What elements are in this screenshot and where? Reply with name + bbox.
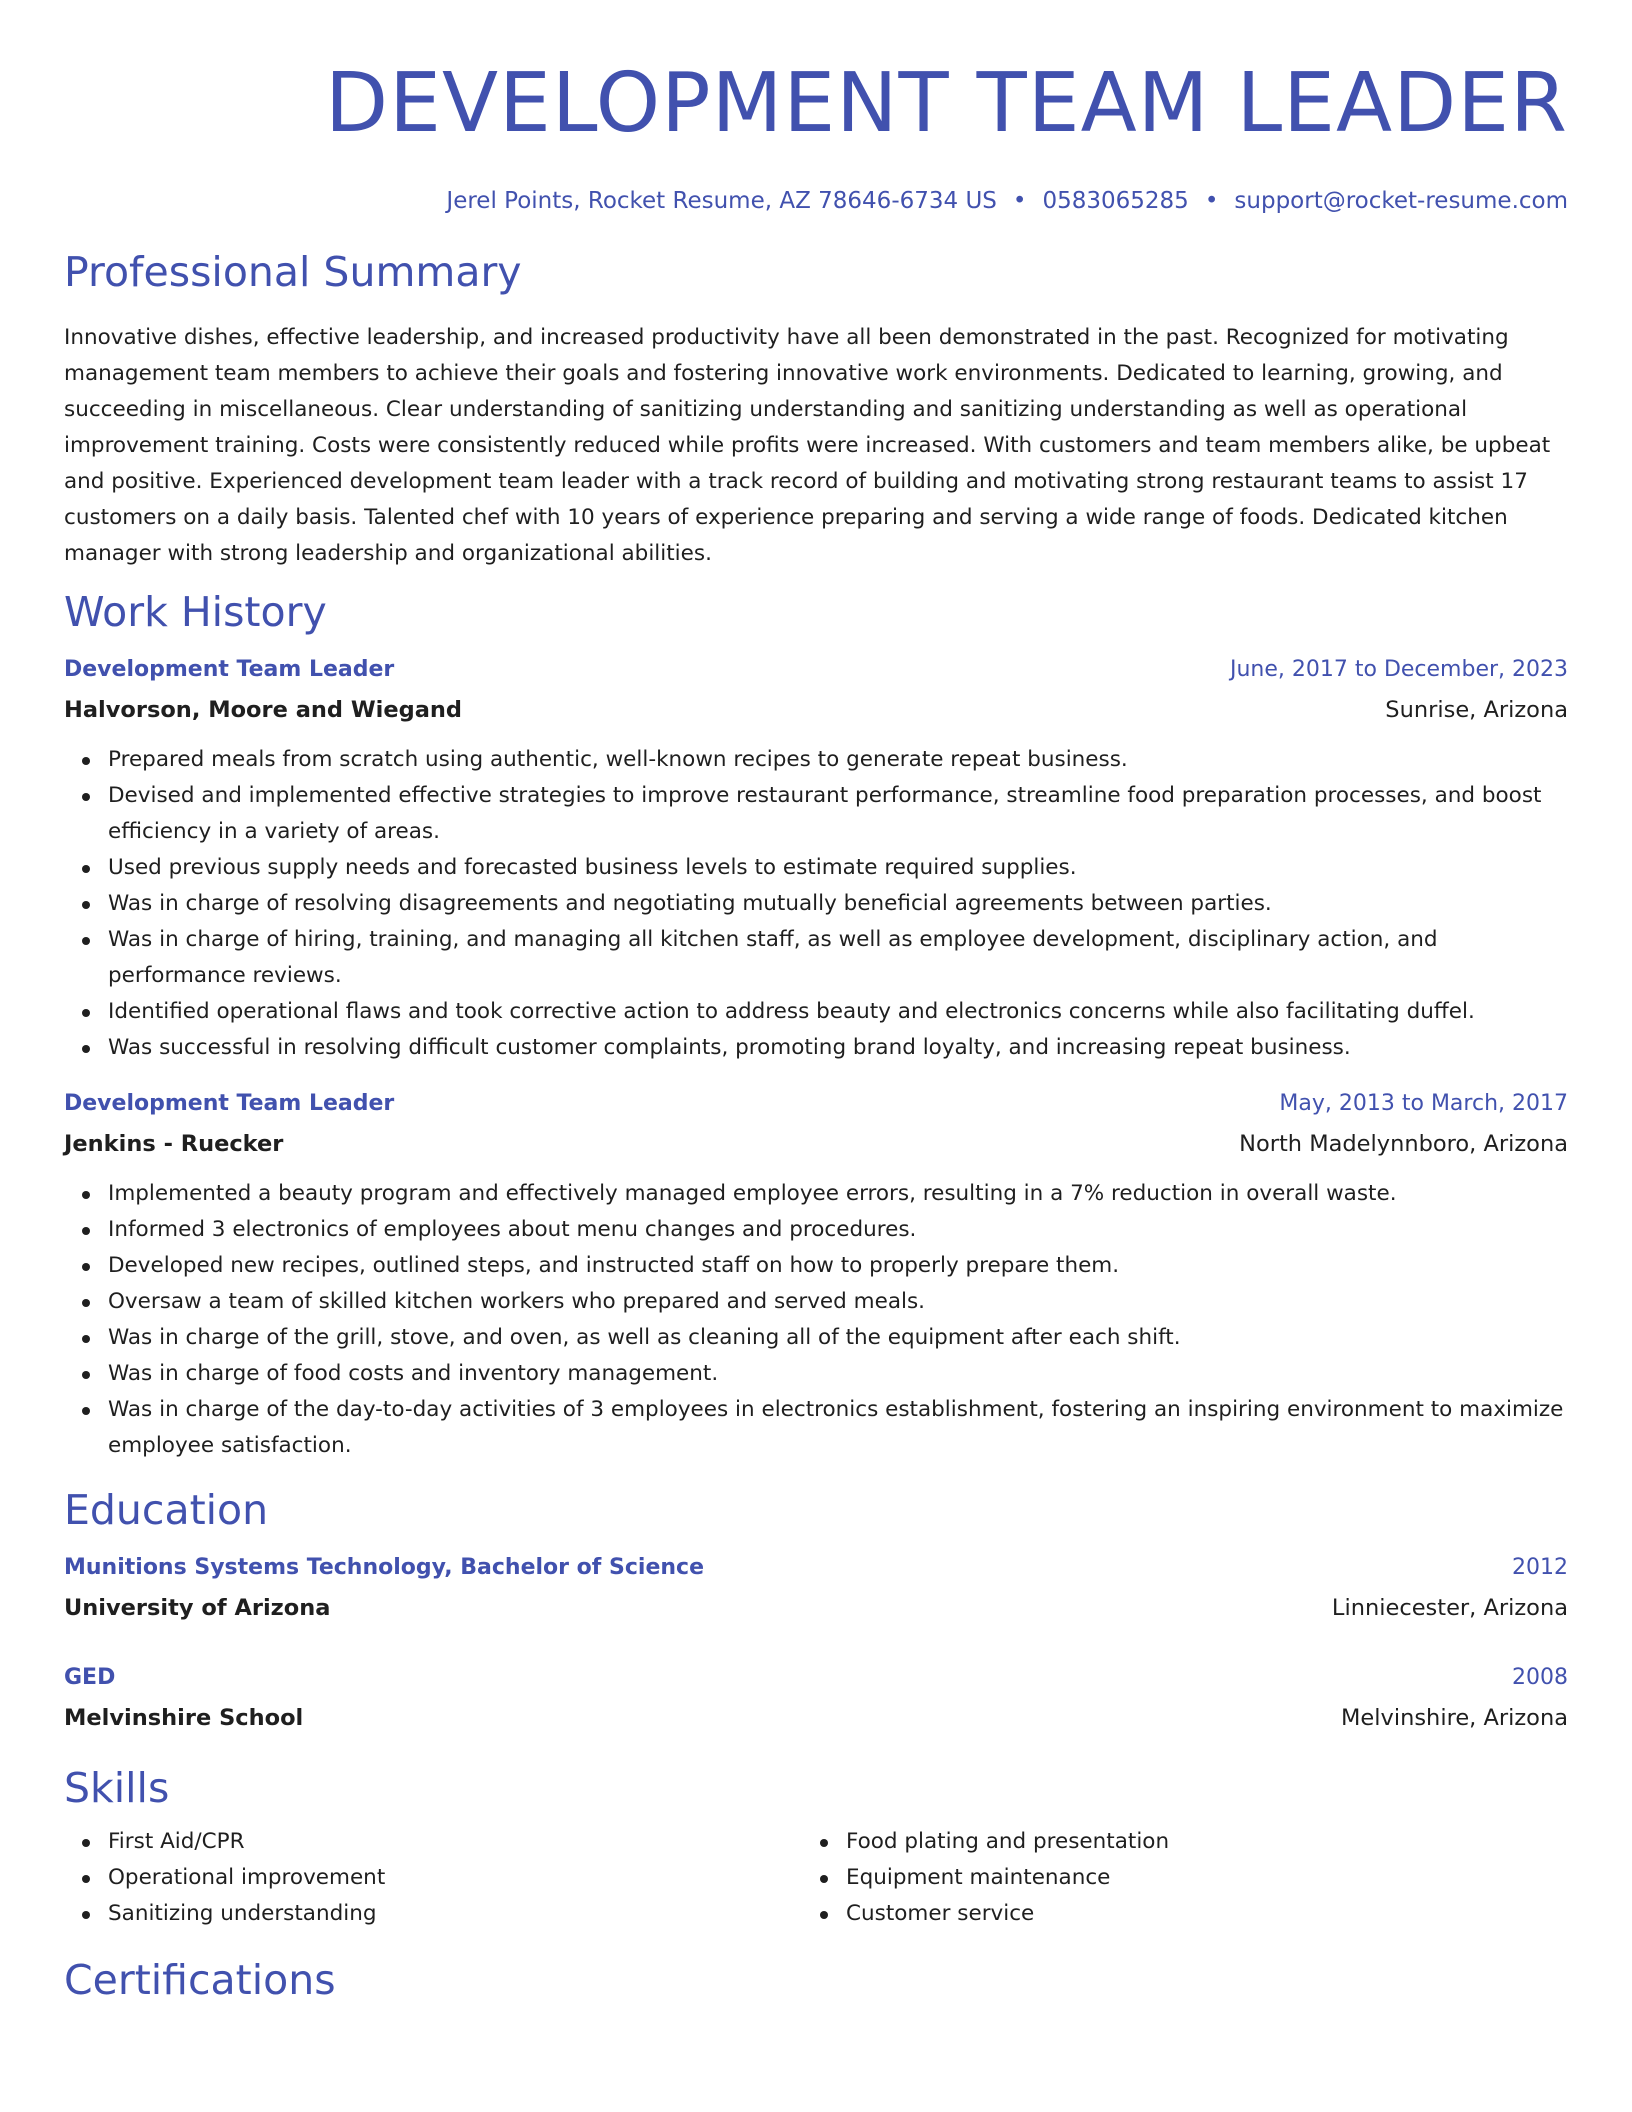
contact-line [64,186,1568,216]
list-item: Was in charge of the day-to-day activities of 3 employees in electronics establishment, fostering an inspiring environment to maximize employee satisfaction. [108,1392,1568,1464]
job-header-row [64,650,1568,690]
skills-list [64,1824,802,1932]
education-location: Linniecester, Arizona [1331,1595,1568,1621]
list-item: Oversaw a team of skilled kitchen workers who prepared and served meals. [108,1284,1568,1320]
education-year: 2008 [1512,1665,1568,1690]
list-item: Was in charge of hiring, training, and managing all kitchen staff, as well as employee development, disciplinary action, and performance reviews. [108,922,1568,994]
education-header-row [64,1658,1568,1698]
contact-separator: • [1204,188,1219,214]
job-location: North Madelynnboro, Arizona [1239,1131,1568,1157]
job-location: Sunrise, Arizona [1385,697,1568,723]
education-school: Melvinshire School [64,1705,304,1731]
education-degree: Munitions Systems Technology, Bachelor of Science [64,1555,704,1580]
skills-list [802,1824,1540,1932]
job-company-row [64,1124,1568,1164]
education-entry [64,1548,1568,1628]
job-header-row [64,1084,1568,1124]
list-item: Was in charge of food costs and inventory management. [108,1356,1568,1392]
skills-grid [64,1824,1568,1932]
contact-separator: • [1012,188,1027,214]
education-heading: Education [64,1486,269,1534]
list-item: Was in charge of resolving disagreements and negotiating mutually beneficial agreements between parties. [108,886,1568,922]
list-item: Used previous supply needs and forecasted business levels to estimate required supplies. [108,850,1568,886]
education-degree: GED [64,1665,116,1690]
education-location: Melvinshire, Arizona [1341,1705,1568,1731]
job-title: Development Team Leader [64,657,395,682]
contact-address: Jerel Points, Rocket Resume, AZ 78646-6734 US [446,188,997,214]
list-item: Was successful in resolving difficult customer complaints, promoting brand loyalty, and increasing repeat business. [108,1030,1568,1066]
skill-item: Customer service [846,1896,1540,1932]
skills-column-left [64,1824,802,1932]
education-header-row [64,1548,1568,1588]
resume-page [64,0,1568,2006]
list-item: Informed 3 electronics of employees about menu changes and procedures. [108,1212,1568,1248]
summary-text: Innovative dishes, effective leadership, and increased productivity have all been demonstrated in the past. Recognized for motivating management team members to achieve their goals and fostering innovative work environments. Dedicated to learning, growing, and succeeding in miscellaneous. Clear understanding of sanitizing understanding and sanitizing understanding as well as operational improvement training. Costs were consistently reduced while profits were increased. With customers and team members alike, be upbeat and positive. Experienced development team leader with a track record of building and motivating strong restaurant teams to assist 17 customers on a daily basis. Talented chef with 10 years of experience preparing and serving a wide range of foods. Dedicated kitchen manager with strong leadership and organizational abilities. [64,325,1551,566]
skill-item: Sanitizing understanding [108,1896,802,1932]
skill-item: Food plating and presentation [846,1824,1540,1860]
list-item: Developed new recipes, outlined steps, and instructed staff on how to properly prepare them. [108,1248,1568,1284]
job-dates: May, 2013 to March, 2017 [1279,1091,1568,1116]
list-item: Devised and implemented effective strategies to improve restaurant performance, streamline food preparation processes, and boost efficiency in a variety of areas. [108,778,1568,850]
education-school-row [64,1588,1568,1628]
job-company-row [64,690,1568,730]
job-title: Development Team Leader [64,1091,395,1116]
list-item: Prepared meals from scratch using authentic, well-known recipes to generate repeat business. [108,742,1568,778]
contact-email[interactable]: support@rocket-resume.com [1234,188,1568,214]
skill-item: Equipment maintenance [846,1860,1540,1896]
job-company: Halvorson, Moore and Wiegand [64,697,463,723]
education-year: 2012 [1512,1555,1568,1580]
summary-heading: Professional Summary [64,248,522,296]
contact-phone: 0583065285 [1042,188,1189,214]
job-entry [64,650,1568,1066]
skill-item: Operational improvement [108,1860,802,1896]
skills-column-right [802,1824,1540,1932]
job-bullets [64,1176,1568,1464]
certifications-heading: Certifications [64,1956,336,2004]
job-bullets [64,742,1568,1066]
list-item: Was in charge of the grill, stove, and oven, as well as cleaning all of the equipment after each shift. [108,1320,1568,1356]
job-entry [64,1084,1568,1464]
skill-item: First Aid/CPR [108,1824,802,1860]
education-school-row [64,1698,1568,1738]
skills-heading: Skills [64,1764,170,1812]
list-item: Implemented a beauty program and effectively managed employee errors, resulting in a 7% reduction in overall waste. [108,1176,1568,1212]
job-company: Jenkins - Ruecker [64,1131,284,1157]
list-item: Identified operational flaws and took corrective action to address beauty and electronics concerns while also facilitating duffel. [108,994,1568,1030]
work-history-heading: Work History [64,588,327,636]
education-entry [64,1658,1568,1738]
resume-title: DEVELOPMENT TEAM LEADER [325,56,1568,151]
education-school: University of Arizona [64,1595,331,1621]
job-dates: June, 2017 to December, 2023 [1229,657,1568,682]
